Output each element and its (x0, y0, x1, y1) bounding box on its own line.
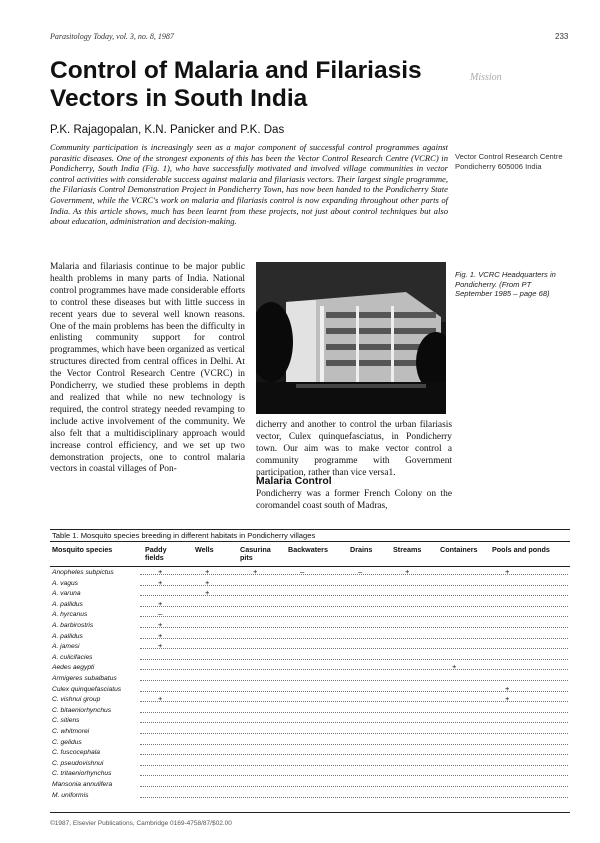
row-leader-dots (140, 606, 568, 611)
col-header-streams: Streams (393, 545, 422, 554)
habitat-mark: – (300, 567, 305, 576)
section-heading-malaria-control: Malaria Control (256, 476, 332, 487)
species-name: C. sitiens (52, 717, 80, 725)
row-leader-dots (140, 786, 568, 791)
page-footer: ©1987, Elsevier Publications, Cambridge 0169-4758/87/$02.00 (50, 820, 232, 827)
row-leader-dots (140, 797, 568, 802)
species-name: A. pallidus (52, 600, 83, 608)
row-leader-dots (140, 627, 568, 632)
habitat-mark: – (158, 609, 163, 619)
table-title: Table 1. Mosquito species breeding in different habitats in Pondicherry villages (52, 531, 316, 540)
col-header-drains: Drains (350, 545, 373, 554)
species-name: C. fuscocephala (52, 749, 100, 757)
species-name: C. gelidus (52, 738, 82, 746)
habitat-mark: + (205, 577, 210, 587)
row-leader-dots (140, 680, 568, 685)
row-leader-dots (140, 754, 568, 759)
body-column-2: dicherry and another to control the urban filariasis vector, Culex quinquefasciatus, in Pondicherry town. Our aim was to make vector control a community programme with Government participation, rather than vice versa1. (256, 420, 452, 478)
row-leader-dots (140, 669, 568, 674)
species-name: A. barbirostris (52, 622, 94, 629)
species-name: A. vagus (52, 579, 79, 587)
habitat-mark: + (205, 567, 210, 576)
row-leader-dots (140, 659, 568, 664)
page-number: 233 (555, 32, 569, 41)
table-title-rule (50, 541, 570, 542)
table-top-rule (50, 529, 570, 530)
habitat-mark: + (158, 694, 163, 704)
col-header-casurina: Casurina pits (240, 545, 271, 563)
row-leader-dots (140, 638, 568, 643)
habitat-mark: + (505, 694, 510, 704)
species-name: M. uniformis (52, 791, 89, 799)
body-column-1: Malaria and filariasis continue to be major public health problems in many parts of India. National control programmes have made considerable efforts to control these diseases but with little success in recent years due to several well known reasons. One of the main problems has been the difficulty in enlisting community support for control programmes, which have been organized as vertical structures directed from central offices in Delhi. At the Vector Control Research Centre (VCRC) in Pondicherry, we studied these problems in depth and realized that while no new technology is required, the control strategy needed revamping to include active involvement of the community. We also felt that a multidisciplinary approach would increase control efficiency, and we set up two demonstration projects, one to control malaria vectors in coastal villages of Pon- (50, 262, 245, 475)
habitat-mark: + (158, 567, 163, 576)
title-line-1: Control of Malaria and Filariasis (50, 57, 422, 84)
habitat-mark: + (158, 630, 163, 640)
species-name: C. vishnui group (52, 696, 101, 704)
habitat-mark: + (253, 567, 258, 576)
habitat-mark: – (358, 567, 363, 576)
article-title (50, 57, 480, 113)
species-name: A. pallidus (52, 632, 83, 640)
body-column-2-continued: Pondicherry was a former French Colony on the coromandel coast south of Madras, (256, 489, 452, 511)
col-header-pools: Pools and ponds (492, 545, 550, 554)
row-leader-dots (140, 712, 568, 717)
vcrc-headquarters-photo (256, 262, 446, 414)
col-header-wells: Wells (195, 545, 214, 554)
species-name: Anopheles subpictus (52, 569, 114, 576)
species-name: A. varuna (52, 590, 81, 598)
habitat-mark: + (505, 683, 510, 693)
habitat-mark: + (158, 598, 163, 608)
species-name: A. hyrcanus (52, 611, 88, 619)
habitat-mark: + (158, 620, 163, 629)
table-bottom-rule (50, 812, 570, 813)
species-name: C. pseudovishnui (52, 759, 104, 767)
title-line-2: Vectors in South India (50, 85, 308, 112)
habitat-mark: + (158, 577, 163, 587)
section-tag: Mission (470, 72, 502, 83)
species-name: Culex quinquefasciatus (52, 685, 122, 693)
abstract: Community participation is increasingly seen as a major component of successful control programmes against parasitic diseases. One of the strongest exponents of this has been the Vector Control Research Centre (VCRC) in Pondicherry, South India (Fig. 1), who have successfully motivated and involved village communities in vector control activities with considerable success against malaria and filariasis vectors. Their largest single programme, the Filariasis Control Demonstration Project in Pondicherry Town, has now been handed to the Pondicherry State Government, while the VCRC's work on malaria and filariasis control is now expanding throughout other parts of India. As this article shows, much has been learnt from these projects, not just about control techniques but also about education, administration and decision-making. (50, 142, 448, 227)
species-name: A. culicifacies (52, 653, 93, 661)
species-name: C. bitaeniorhynchus (52, 706, 112, 714)
col-header-backwaters: Backwaters (288, 545, 328, 554)
species-name: Aedes aegypti (52, 664, 95, 672)
row-leader-dots (140, 733, 568, 738)
table-header-rule (50, 566, 570, 567)
affiliation: Vector Control Research Centre Pondicherry 605006 India (455, 152, 563, 171)
species-name: A. jamesi (52, 643, 80, 651)
row-leader-dots (140, 701, 568, 706)
col-header-paddy: Paddy fields (145, 545, 167, 563)
row-leader-dots (140, 616, 568, 621)
row-leader-dots (140, 775, 568, 780)
row-leader-dots (140, 765, 568, 770)
row-leader-dots (140, 691, 568, 696)
species-name: C. tritaeniorhynchus (52, 770, 112, 778)
figure-caption: Fig. 1. VCRC Headquarters in Pondicherry. (From PT September 1985 – page 68) (455, 270, 556, 299)
journal-header: Parasitology Today, vol. 3, no. 8, 1987 (50, 32, 174, 41)
col-header-species: Mosquito species (52, 545, 113, 554)
row-leader-dots (140, 648, 568, 653)
habitat-mark: + (452, 662, 457, 672)
habitat-mark: + (405, 567, 410, 576)
col-header-containers: Containers (440, 545, 478, 554)
habitat-mark: + (158, 641, 163, 651)
habitat-mark: + (205, 588, 210, 598)
species-name: C. whitmorei (52, 728, 90, 735)
building-illustration (256, 262, 446, 414)
row-leader-dots (140, 722, 568, 727)
row-leader-dots (140, 744, 568, 749)
species-name: Armigeres subalbatus (52, 675, 117, 682)
species-name: Mansonia annulifera (52, 781, 113, 788)
authors: P.K. Rajagopalan, K.N. Panicker and P.K. Das (50, 124, 285, 136)
habitat-mark: + (505, 567, 510, 576)
